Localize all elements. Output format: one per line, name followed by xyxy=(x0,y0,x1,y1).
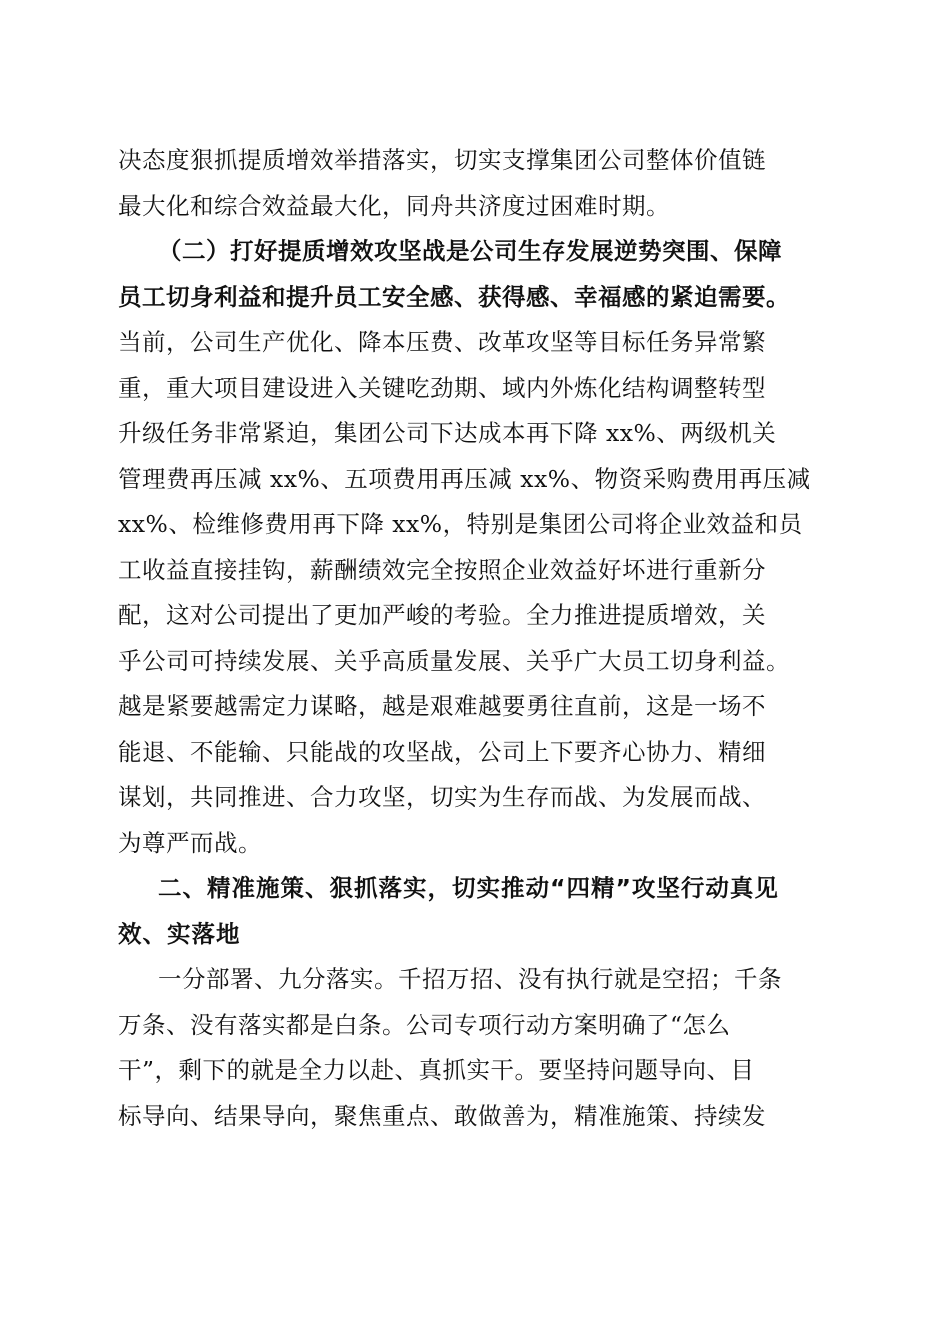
text-line: 乎公司可持续发展、关乎高质量发展、关乎广大员工切身利益。 xyxy=(118,646,790,675)
paragraph-intro-continued xyxy=(118,138,833,229)
subheading-line: （二）打好提质增效攻坚战是公司生存发展逆势突围、保障 xyxy=(158,237,782,265)
paragraph-implementation xyxy=(118,957,833,1139)
text-line: 工收益直接挂钩，薪酬绩效完全按照企业效益好坏进行重新分 xyxy=(118,555,766,584)
text-line: 当前，公司生产优化、降本压费、改革攻坚等目标任务异常繁 xyxy=(118,328,766,356)
subheading-line: 员工切身利益和提升员工安全感、获得感、幸福感的紧迫需要。 xyxy=(118,282,790,311)
section-heading-two xyxy=(118,866,833,957)
text-line: 升级任务非常紧迫，集团公司下达成本再下降 xx%、两级机关 xyxy=(118,419,777,447)
text-line: 标导向、结果导向，聚焦重点、敢做善为，精准施策、持续发 xyxy=(118,1101,766,1130)
text-line: 管理费再压减 xx%、五项费用再压减 xx%、物资采购费用再压减 xyxy=(118,464,811,493)
document-body xyxy=(118,138,833,1139)
text-line: 最大化和综合效益最大化，同舟共济度过困难时期。 xyxy=(118,191,670,220)
text-line: 越是紧要越需定力谋略，越是艰难越要勇往直前，这是一场不 xyxy=(118,692,766,720)
text-line: 决态度狠抓提质增效举措落实，切实支撑集团公司整体价值链 xyxy=(118,146,766,174)
paragraph-section-two xyxy=(118,229,833,866)
text-line: 重，重大项目建设进入关键吃劲期、域内外炼化结构调整转型 xyxy=(118,373,766,402)
text-line: 万条、没有落实都是白条。公司专项行动方案明确了“怎么 xyxy=(118,1010,731,1039)
text-line: 一分部署、九分落实。千招万招、没有执行就是空招；千条 xyxy=(158,965,782,993)
text-line: 为尊严而战。 xyxy=(118,828,262,857)
heading-line: 二、精准施策、狠抓落实，切实推动“四精”攻坚行动真见 xyxy=(158,874,779,902)
text-line: 谋划，共同推进、合力攻坚，切实为生存而战、为发展而战、 xyxy=(118,783,766,811)
heading-line: 效、实落地 xyxy=(118,919,241,948)
text-line: xx%、检维修费用再下降 xx%，特别是集团公司将企业效益和员 xyxy=(118,510,803,538)
text-line: 能退、不能输、只能战的攻坚战，公司上下要齐心协力、精细 xyxy=(118,737,766,766)
text-line: 干”，剩下的就是全力以赴、真抓实干。要坚持问题导向、目 xyxy=(118,1056,755,1084)
text-line: 配，这对公司提出了更加严峻的考验。全力推进提质增效，关 xyxy=(118,601,766,629)
